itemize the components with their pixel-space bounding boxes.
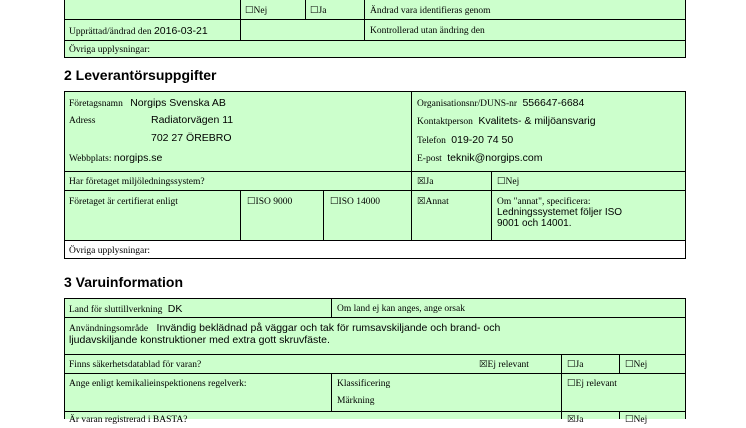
kemi-label: Ange enligt kemikalieinspektionens regelverk:	[69, 379, 247, 389]
annat-label: Annat	[425, 197, 449, 207]
org-label: Organisationsnr/DUNS-nr	[417, 99, 518, 109]
org-value[interactable]: 556647-6684	[522, 97, 585, 109]
basta-label: Är varan registrerad i BASTA?	[69, 415, 188, 425]
rule	[64, 354, 686, 355]
rule	[411, 91, 412, 241]
rule	[64, 171, 686, 172]
rule	[491, 171, 492, 241]
kemi-ej-relevant-checkbox[interactable]	[564, 376, 620, 392]
checkbox-icon: ☐	[247, 197, 256, 207]
ja-label: Ja	[425, 177, 434, 187]
company-value[interactable]: Norgips Svenska AB	[130, 97, 226, 109]
nej-checkbox-s1[interactable]	[242, 3, 270, 19]
address-line1[interactable]: Radiatorvägen 11	[151, 114, 234, 126]
phone-value[interactable]: 019-20 74 50	[451, 134, 514, 146]
country-row	[66, 301, 185, 318]
checkbox-icon: ☐	[310, 6, 319, 16]
section3-heading: 3 Varuinformation	[64, 274, 184, 290]
ej-relevant-label: Ej relevant	[487, 360, 529, 370]
section2-heading: 2 Leverantörsuppgifter	[64, 67, 217, 83]
rule	[561, 354, 562, 419]
env-system-label: Har företaget miljöledningssystem?	[69, 177, 205, 187]
iso14000-checkbox[interactable]	[327, 194, 383, 210]
country-value[interactable]: DK	[167, 303, 183, 315]
checked-box-icon: ☒	[417, 177, 426, 187]
email-label: E-post	[417, 154, 442, 164]
rule	[619, 354, 620, 373]
rule	[64, 298, 686, 299]
checked-box-icon: ☒	[567, 415, 576, 425]
sds-ej-relevant-checkbox[interactable]	[476, 357, 532, 373]
rule	[685, 0, 686, 58]
sds-nej-checkbox[interactable]	[622, 357, 650, 373]
rule	[364, 0, 365, 40]
other-info-label-s1: Övriga upplysningar:	[69, 45, 151, 55]
contact-label: Kontaktperson	[417, 117, 473, 127]
other-info-label-s2: Övriga upplysningar:	[69, 246, 151, 256]
checkbox-icon: ☐	[567, 360, 576, 370]
company-row	[66, 95, 229, 112]
sds-ja-checkbox[interactable]	[564, 357, 586, 373]
nej-label: Nej	[505, 177, 520, 187]
sds-label: Finns säkerhetsdatablad för varan?	[69, 360, 202, 370]
contact-row	[414, 113, 599, 130]
usage-line2[interactable]: ljudavskiljande konstruktioner med extra gott skruvfäste.	[69, 334, 330, 346]
rule	[240, 190, 241, 241]
changes-label: Ändrad vara identifieras genom	[370, 6, 491, 16]
checked-box-icon: ☒	[417, 197, 426, 207]
klassificering-label: Klassificering	[337, 379, 391, 389]
checkbox-icon: ☐	[497, 177, 506, 187]
ja-label: Ja	[318, 6, 327, 16]
org-row	[414, 95, 587, 112]
basta-nej-checkbox[interactable]	[622, 412, 650, 428]
web-label: Webbplats:	[69, 154, 112, 164]
rule	[331, 373, 332, 411]
rule	[323, 190, 324, 241]
ej-relevant-label: Ej relevant	[575, 379, 617, 389]
checkbox-icon: ☐	[330, 197, 339, 207]
checked-label: Kontrollerad utan ändring den	[370, 26, 485, 36]
rule	[64, 91, 65, 259]
rule	[64, 91, 686, 92]
env-nej-checkbox[interactable]	[494, 174, 522, 190]
checkbox-icon: ☐	[245, 6, 254, 16]
checkbox-icon: ☐	[567, 379, 576, 389]
env-ja-checkbox[interactable]	[414, 174, 436, 190]
web-value[interactable]: norgips.se	[113, 152, 163, 164]
usage-label: Användningsområde	[69, 324, 149, 334]
address-label: Adress	[69, 116, 96, 126]
rule	[64, 40, 686, 41]
annat-spec-label: Om "annat", specificera:	[497, 197, 591, 207]
ja-label: Ja	[575, 360, 584, 370]
annat-checkbox[interactable]	[414, 194, 452, 210]
email-row	[414, 150, 545, 167]
nej-label: Nej	[633, 360, 648, 370]
rule	[64, 373, 686, 374]
company-label: Företagsnamn	[69, 99, 123, 109]
annat-spec-line1[interactable]: Ledningssystemet följer ISO	[497, 207, 623, 218]
usage-line1[interactable]: Invändig beklädnad på väggar och tak för rumsavskiljande och brand- och	[156, 322, 501, 334]
date-label: Upprättad/ändrad den	[69, 27, 152, 37]
rule	[240, 0, 241, 40]
markning-label: Märkning	[337, 396, 375, 406]
rule	[64, 0, 65, 58]
checked-box-icon: ☒	[479, 360, 488, 370]
rule	[64, 57, 686, 58]
iso9000-checkbox[interactable]	[244, 194, 295, 210]
phone-label: Telefon	[417, 136, 446, 146]
web-row	[66, 150, 165, 167]
rule	[619, 411, 620, 419]
phone-row	[414, 132, 516, 149]
rule	[685, 91, 686, 259]
checkbox-icon: ☐	[625, 415, 634, 425]
basta-ja-checkbox[interactable]	[564, 412, 586, 428]
country-label: Land för sluttillverkning	[69, 305, 163, 315]
rule	[64, 258, 686, 259]
date-value[interactable]: 2016-03-21	[153, 25, 208, 37]
country-reason-label: Om land ej kan anges, ange orsak	[337, 304, 465, 314]
rule	[64, 240, 686, 241]
email-value[interactable]: teknik@norgips.com	[447, 152, 543, 164]
contact-value[interactable]: Kvalitets- & miljöansvarig	[478, 115, 596, 127]
nej-label: Nej	[253, 6, 268, 16]
nej-label: Nej	[633, 415, 648, 425]
iso14000-label: ISO 14000	[338, 197, 380, 207]
ja-label: Ja	[575, 415, 584, 425]
ja-checkbox-s1[interactable]	[307, 3, 329, 19]
iso9000-label: ISO 9000	[255, 197, 293, 207]
rule	[305, 0, 306, 19]
checkbox-icon: ☐	[625, 360, 634, 370]
date-row	[66, 23, 211, 40]
rule	[64, 19, 686, 20]
annat-spec-line2[interactable]: 9001 och 14001.	[497, 218, 572, 229]
rule	[331, 298, 332, 317]
rule	[64, 190, 686, 191]
address-line2[interactable]: 702 27 ÖREBRO	[151, 132, 232, 144]
certified-label: Företaget är certifierat enligt	[69, 197, 178, 207]
